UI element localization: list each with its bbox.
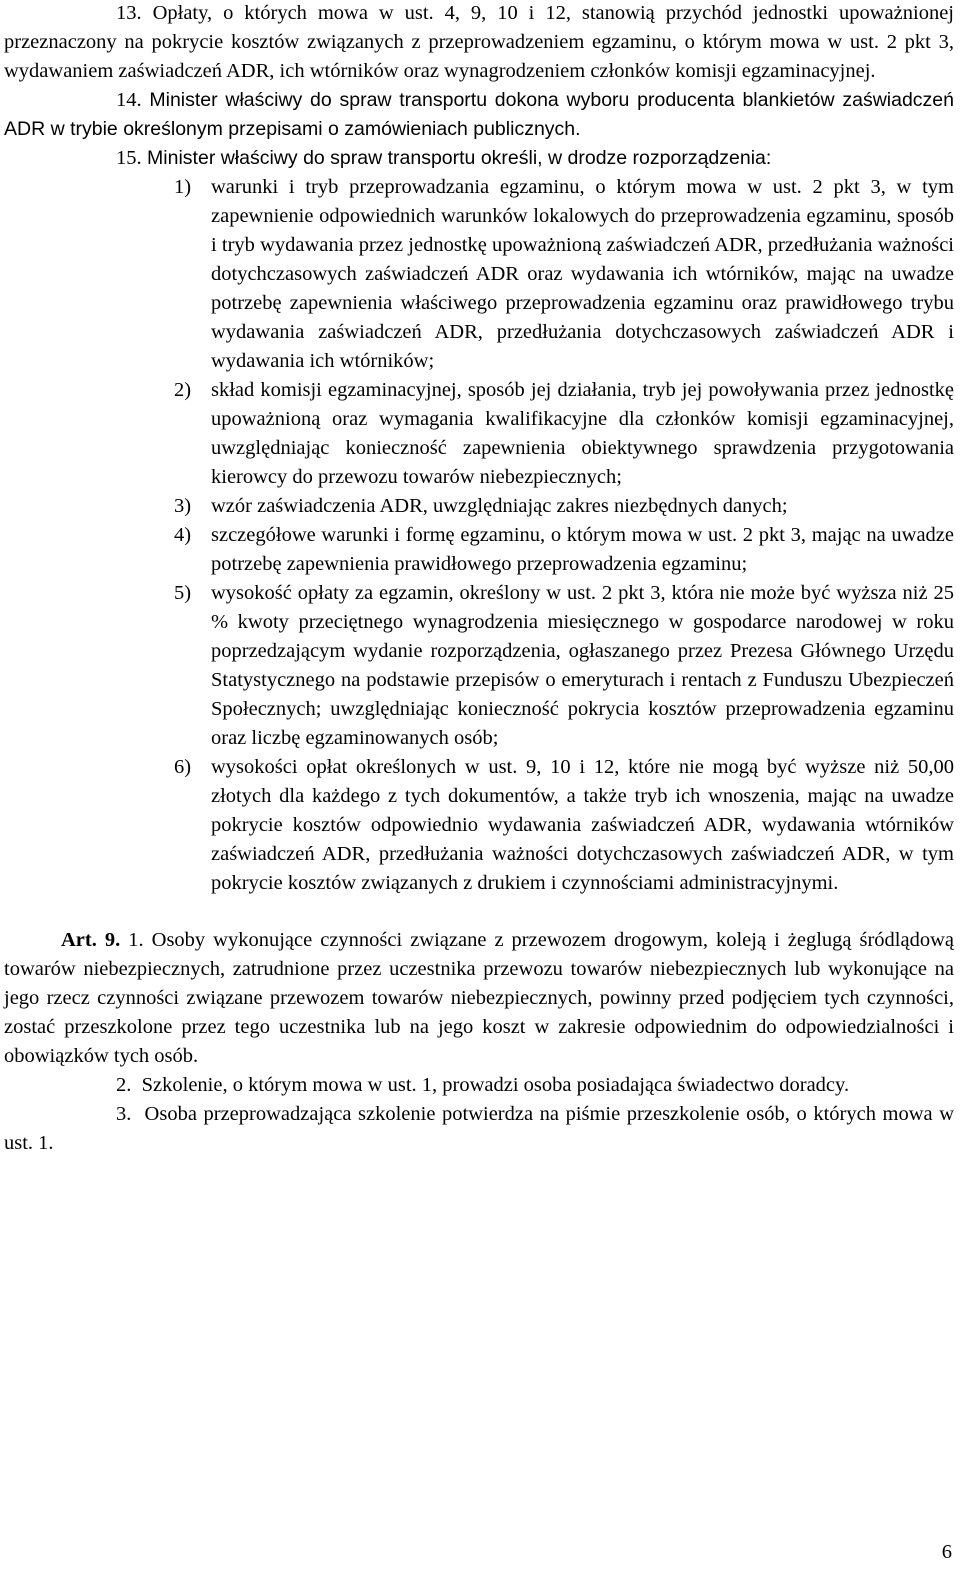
paragraph-15 <box>4 144 954 173</box>
page-number: 6 <box>941 1541 952 1563</box>
list-item <box>4 753 954 898</box>
paragraph-14-text: Minister właściwy do spraw transportu dokona wyboru producenta blankietów zaświadczeń ADR w trybie określonym przepisami o zamówieniach publicznych. <box>4 89 954 140</box>
paragraph-15-number: 15. <box>116 147 142 169</box>
article-9-paragraph-3-number: 3. <box>116 1103 132 1125</box>
article-9-paragraph-1-text: Osoby wykonujące czynności związane z przewozem drogowym, koleją i żeglugą śródlądową towarów niebezpiecznych, zatrudnione przez uczestnika przewozu towarów niebezpiecznych lub wykonujące na jego rzecz czynności związane przewozem towarów niebezpiecznych, powinny przed podjęciem tych czynności, zostać przeszkolone przez tego uczestnika lub na jego koszt w zakresie odpowiednim do odpowiedzialności i obowiązków tych osób. <box>4 929 955 1067</box>
paragraph-14 <box>4 86 954 144</box>
list-item-text: wysokość opłaty za egzamin, określony w ust. 2 pkt 3, która nie może być wyższa niż 25 % kwoty przeciętnego wynagrodzenia miesięcznego w gospodarce narodowej w roku poprzedzającym wydanie rozporządzenia, ogłaszanego przez Prezesa Głównego Urzędu Statystycznego na podstawie przepisów o emeryturach i rentach z Funduszu Ubezpieczeń Społecznych; uwzględniając konieczność pokrycia kosztów przeprowadzenia egzaminu oraz liczbę egzaminowanych osób; <box>211 582 954 749</box>
paragraph-15-list <box>4 173 954 898</box>
list-item <box>4 492 954 521</box>
document-page <box>4 0 954 1158</box>
list-item-text: warunki i tryb przeprowadzania egzaminu, o którym mowa w ust. 2 pkt 3, w tym zapewnienie odpowiednich warunków lokalowych do przeprowadzenia egzaminu, sposób i tryb wydawania przez jednostkę upoważnioną zaświadczeń ADR, przedłużania ważności dotychczasowych zaświadczeń ADR oraz wydawania ich wtórników, mając na uwadze potrzebę zapewnienia właściwego przeprowadzenia egzaminu oraz prawidłowego trybu wydawania zaświadczeń ADR, przedłużania dotychczasowych zaświadczeń ADR i wydawania ich wtórników; <box>211 176 954 372</box>
list-item-marker: 6) <box>174 756 192 778</box>
list-item <box>4 376 954 492</box>
list-item <box>4 579 954 753</box>
list-item-marker: 1) <box>174 176 192 198</box>
article-9-paragraph-1 <box>4 926 954 1071</box>
article-9-paragraph-1-number: 1. <box>128 929 144 951</box>
article-9-paragraph-2-number: 2. <box>116 1074 132 1096</box>
paragraph-13-number: 13. <box>116 2 142 24</box>
article-9 <box>4 926 954 1158</box>
paragraph-13 <box>4 0 954 86</box>
article-9-paragraph-3 <box>4 1100 954 1158</box>
list-item-text: szczegółowe warunki i formę egzaminu, o którym mowa w ust. 2 pkt 3, mając na uwadze potrzebę zapewnienia prawidłowego przeprowadzenia egzaminu; <box>211 524 954 575</box>
article-9-paragraph-2 <box>4 1071 954 1100</box>
list-item-text: skład komisji egzaminacyjnej, sposób jej działania, tryb jej powoływania przez jednostkę upoważnioną oraz wymagania kwalifikacyjne dla członków komisji egzaminacyjnej, uwzględniając konieczność zapewnienia obiektywnego sprawdzenia przygotowania kierowcy do przewozu towarów niebezpiecznych; <box>211 379 954 488</box>
article-9-heading: Art. 9. <box>61 929 121 951</box>
list-item-marker: 5) <box>174 582 192 604</box>
article-9-paragraph-3-text: Osoba przeprowadzająca szkolenie potwierdza na piśmie przeszkolenie osób, o których mowa w ust. 1. <box>4 1103 955 1154</box>
list-item <box>4 173 954 376</box>
list-item-text: wzór zaświadczenia ADR, uwzględniając zakres niezbędnych danych; <box>211 495 788 517</box>
list-item-marker: 3) <box>174 495 192 517</box>
article-9-paragraph-2-text: Szkolenie, o którym mowa w ust. 1, prowadzi osoba posiadająca świadectwo doradcy. <box>141 1074 850 1096</box>
list-item-text: wysokości opłat określonych w ust. 9, 10 i 12, które nie mogą być wyższe niż 50,00 złotych dla każdego z tych dokumentów, a także tryb ich wnoszenia, mając na uwadze pokrycie kosztów odpowiednio wydawania zaświadczeń ADR, wydawania wtórników zaświadczeń ADR, przedłużania ważności dotychczasowych zaświadczeń ADR, w tym pokrycie kosztów związanych z drukiem i czynnościami administracyjnymi. <box>211 756 954 894</box>
list-item-marker: 2) <box>174 379 192 401</box>
paragraph-15-text: Minister właściwy do spraw transportu określi, w drodze rozporządzenia: <box>147 147 772 169</box>
list-item-marker: 4) <box>174 524 192 546</box>
paragraph-14-number: 14. <box>116 89 142 111</box>
paragraph-13-text: Opłaty, o których mowa w ust. 4, 9, 10 i 12, stanowią przychód jednostki upoważnionej przeznaczony na pokrycie kosztów związanych z przeprowadzeniem egzaminu, o którym mowa w ust. 2 pkt 3, wydawaniem zaświadczeń ADR, ich wtórników oraz wynagrodzeniem członków komisji egzaminacyjnej. <box>4 2 955 82</box>
list-item <box>4 521 954 579</box>
